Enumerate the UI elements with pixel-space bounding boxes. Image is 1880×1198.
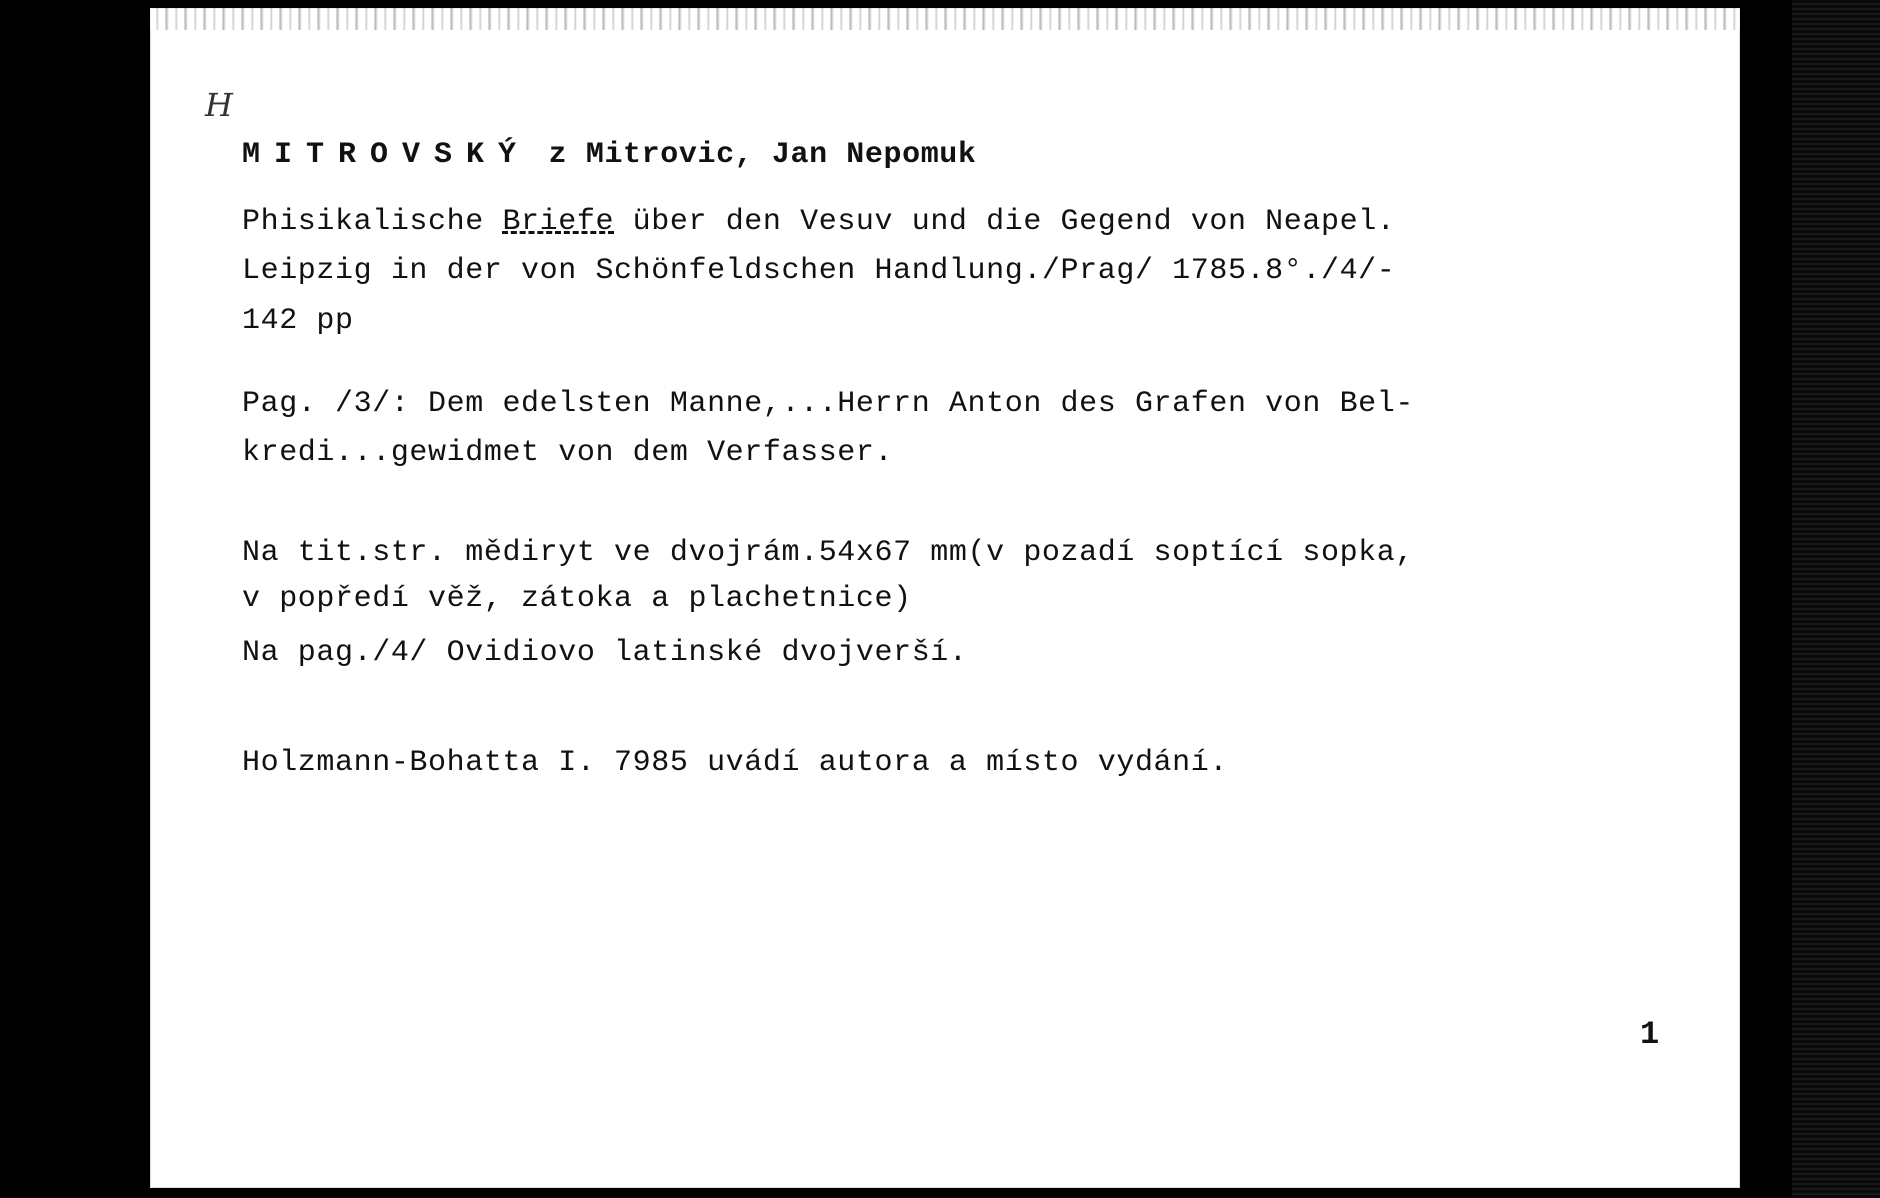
author-surname: MITROVSKÝ [242,138,531,172]
note-line-3: Na pag./4/ Ovidiovo latinské dvojverší. [242,636,968,670]
title-line-1 [242,207,1395,237]
title-line-2: Leipzig in der von Schönfeldschen Handlung./Prag/ 1785.8°./4/- [242,254,1396,288]
title-line-3: 142 pp [242,304,354,338]
scan-border [1792,0,1880,1198]
title-part-b: über den Vesuv und die Gegend von Neapel. [614,205,1396,239]
dedication-line-2: kredi...gewidmet von dem Verfasser. [242,436,894,470]
reference-line: Holzmann-Bohatta I. 7985 uvádí autora a místo vydání. [242,746,1228,780]
scan-noise-strip [150,8,1740,30]
dedication-line-1: Pag. /3/: Dem edelsten Manne,...Herrn Anton des Grafen von Bel- [242,387,1414,421]
page-number: 1 [1640,1016,1660,1053]
title-underlined-word: Briefe [502,205,615,239]
heading [242,140,977,170]
author-name: z Mitrovic, Jan Nepomuk [548,138,977,172]
note-line-1: Na tit.str. mědiryt ve dvojrám.54x67 mm(v pozadí soptící sopka, [242,536,1414,570]
note-line-2: v popředí věž, zátoka a plachetnice) [242,582,912,616]
title-part-a: Phisikalische [242,205,503,239]
pencil-mark: H [205,86,233,124]
